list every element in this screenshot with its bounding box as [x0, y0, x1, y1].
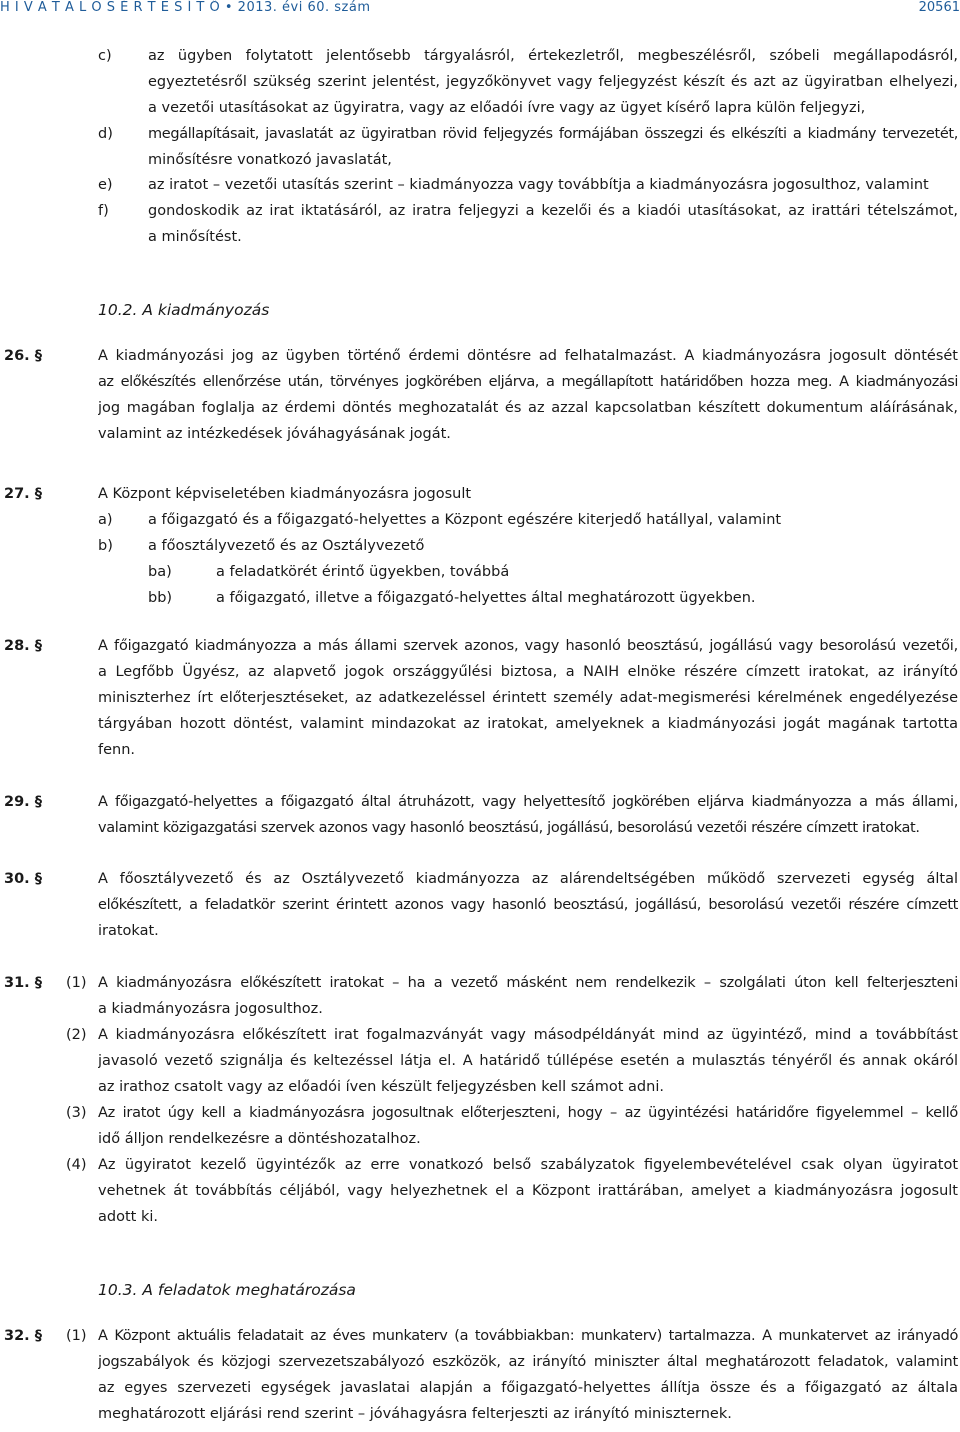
subsection-text — [98, 1022, 958, 1100]
page-number: 20561 — [918, 0, 960, 15]
text-line: A kiadmányozási jog az ügyben történő érdemi döntésre ad felhatalmazást. A kiadmányozásra jogosult döntését — [98, 348, 958, 364]
text-line: gondoskodik az irat iktatásáról, az iratra feljegyzi a kezelői és a kiadói utasításokat, az irattári tételszámot, — [148, 203, 958, 219]
list-label: d) — [98, 126, 113, 142]
text-line: valamint az intézkedések jóváhagyásának jogát. — [98, 426, 451, 442]
subsection-label: (3) — [66, 1105, 87, 1121]
text-line: a kiadmányozásra jogosulthoz. — [98, 1001, 323, 1017]
paragraph-number: 28. § — [4, 638, 42, 654]
section-heading-10-2: 10.2. A kiadmányozás — [98, 301, 270, 319]
text-line: vehetnek át továbbítás céljából, vagy helyezhetnek el a Központ irattárában, amelyet a kiadmányozásra jogosult — [98, 1183, 958, 1199]
text-line: adott ki. — [98, 1209, 158, 1225]
text-line: minősítésre vonatkozó javaslatát, — [148, 152, 392, 168]
subsection-label: (2) — [66, 1027, 87, 1043]
list-text — [148, 172, 958, 198]
sublist-label: bb) — [148, 590, 173, 606]
paragraph-number: 30. § — [4, 871, 42, 887]
subsection-text — [98, 1323, 958, 1427]
text-line: A kiadmányozásra előkészített irat fogalmazványát vagy másodpéldányát mind az ügyintéző, mind a továbbítást — [98, 1027, 958, 1043]
subsection-text — [98, 1100, 958, 1152]
text-line: javasoló vezető szignálja és keltezéssel látja el. A határidő túllépése esetén a mulasztás tényéről és annak okáról — [98, 1053, 958, 1069]
paragraph-number: 27. § — [4, 486, 42, 502]
text-line: idő álljon rendelkezésre a döntéshozatalhoz. — [98, 1131, 421, 1147]
text-line: a vezetői utasításokat az ügyiratra, vagy az előadói ívre vagy az ügyet kísérő lapra külön feljegyzi, — [148, 100, 866, 116]
paragraph-number: 31. § — [4, 975, 42, 991]
list-text — [148, 121, 958, 173]
subsection-text — [98, 970, 958, 1022]
text-line: a minősítést. — [148, 229, 242, 245]
paragraph-text — [98, 633, 958, 763]
text-line: valamint közigazgatási szervek azonos vagy hasonló beosztású, jogállású, besorolású vezetői részére címzett iratokat. — [98, 820, 920, 836]
text-line: A főigazgató kiadmányozza a más állami szervek azonos, vagy hasonló beosztású, jogállású vagy besorolású vezetői, — [98, 638, 958, 654]
text-line: A Központ aktuális feladatait az éves munkaterv (a továbbiakban: munkaterv) tartalmazza. A munkatervet az irányadó — [98, 1328, 958, 1344]
sublist-text: a főigazgató, illetve a főigazgató-helyettes által meghatározott ügyekben. — [216, 590, 756, 606]
section-heading-10-3: 10.3. A feladatok meghatározása — [98, 1281, 356, 1299]
text-line: az irathoz csatolt vagy az előadói íven készült feljegyzésben kell számot adni. — [98, 1079, 664, 1095]
text-line: az iratot – vezetői utasítás szerint – kiadmányozza vagy továbbítja a kiadmányozásra jogosulthoz, valamint — [148, 177, 929, 193]
list-label: b) — [98, 538, 113, 554]
text-line: megállapításait, javaslatát az ügyiratban rövid feljegyzés formájában összegzi és elkészíti a kiadmány tervezetét, — [148, 126, 958, 142]
text-line: jogszabályok és közjogi szervezetszabályozó eszközök, az irányító miniszter által meghatározott feladatok, valamint — [98, 1354, 958, 1370]
text-line: jog magában foglalja az érdemi döntés meghozatalát és az azzal kapcsolatban készített dokumentum aláírásának, — [98, 400, 958, 416]
subsection-label: (4) — [66, 1157, 87, 1173]
text-line: miniszterhez írt előterjesztéseket, az adatkezeléssel érintett személy adat-megismerési kérelmének engedélyezése — [98, 690, 958, 706]
text-line: A kiadmányozásra előkészített iratokat – ha a vezető másként nem rendelkezik – szolgálati úton kell felterjeszteni — [98, 975, 958, 991]
list-label: a) — [98, 512, 113, 528]
subsection-label: (1) — [66, 1328, 87, 1344]
paragraph-number: 26. § — [4, 348, 42, 364]
text-line: egyeztetésről szükség szerint jelentést, jegyzőkönyvet vagy feljegyzést készít és azt az ügyiratban elhelyezi, — [148, 74, 958, 90]
text-line: iratokat. — [98, 923, 159, 939]
subsection-label: (1) — [66, 975, 87, 991]
subsection-text — [98, 1152, 958, 1230]
sublist-text: a feladatkörét érintő ügyekben, továbbá — [216, 564, 510, 580]
sublist-label: ba) — [148, 564, 172, 580]
text-line: fenn. — [98, 742, 136, 758]
list-label: c) — [98, 48, 112, 64]
text-line: Az iratot úgy kell a kiadmányozásra jogosultnak előterjeszteni, hogy – az ügyintézési határidőre figyelemmel – kellő — [98, 1105, 958, 1121]
text-line: az egyes szervezeti egységek javaslatai alapján a főigazgató-helyettes állítja össze és a főigazgató az általa — [98, 1380, 958, 1396]
text-line: meghatározott eljárási rend szerint – jóváhagyásra felterjeszti az irányító miniszternek. — [98, 1406, 732, 1422]
text-line: a Legfőbb Ügyész, az alapvető jogok országgyűlési biztosa, a NAIH elnöke részére címzett iratokat, az irányító — [98, 664, 958, 680]
list-text: a főigazgató és a főigazgató-helyettes a Központ egészére kiterjedő hatállyal, valamint — [148, 512, 782, 528]
list-text: a főosztályvezető és az Osztályvezető — [148, 538, 425, 554]
paragraph-text — [98, 866, 958, 944]
paragraph-intro: A Központ képviseletében kiadmányozásra jogosult — [98, 486, 472, 502]
text-line: tárgyában hozott döntést, valamint mindazokat az iratokat, amelyeknek a kiadmányozási jogát magának tartotta — [98, 716, 958, 732]
text-line: az előkészítés ellenőrzése után, törvényes jogkörében eljárva, a megállapított határidőben hozza meg. A kiadmányozási — [98, 374, 958, 390]
text-line: A főigazgató-helyettes a főigazgató által átruházott, vagy helyettesítő jogkörében eljárva kiadmányozza a más állami, — [98, 794, 958, 810]
text-line: A főosztályvezető és az Osztályvezető kiadmányozza az alárendeltségében működő szervezeti egység által — [98, 871, 958, 887]
text-line: Az ügyiratot kezelő ügyintézők az erre vonatkozó belső szabályzatok figyelembevételével csak olyan ügyiratot — [98, 1157, 958, 1173]
list-label: f) — [98, 203, 109, 219]
list-text — [148, 43, 958, 121]
paragraph-number: 32. § — [4, 1328, 42, 1344]
paragraph-text — [98, 789, 958, 841]
text-line: előkészített, a feladatkör szerint érintett azonos vagy hasonló beosztású, jogállású, besorolású vezetői részére címzett — [98, 897, 958, 913]
text-line: az ügyben folytatott jelentősebb tárgyalásról, értekezletről, megbeszélésről, szóbeli megállapodásról, — [148, 48, 958, 64]
list-label: e) — [98, 177, 113, 193]
paragraph-text — [98, 343, 958, 447]
publication-title: H I V A T A L O S É R T E S Í T Ő • 2013. évi 60. szám — [0, 0, 371, 15]
list-text — [148, 198, 958, 250]
paragraph-number: 29. § — [4, 794, 42, 810]
